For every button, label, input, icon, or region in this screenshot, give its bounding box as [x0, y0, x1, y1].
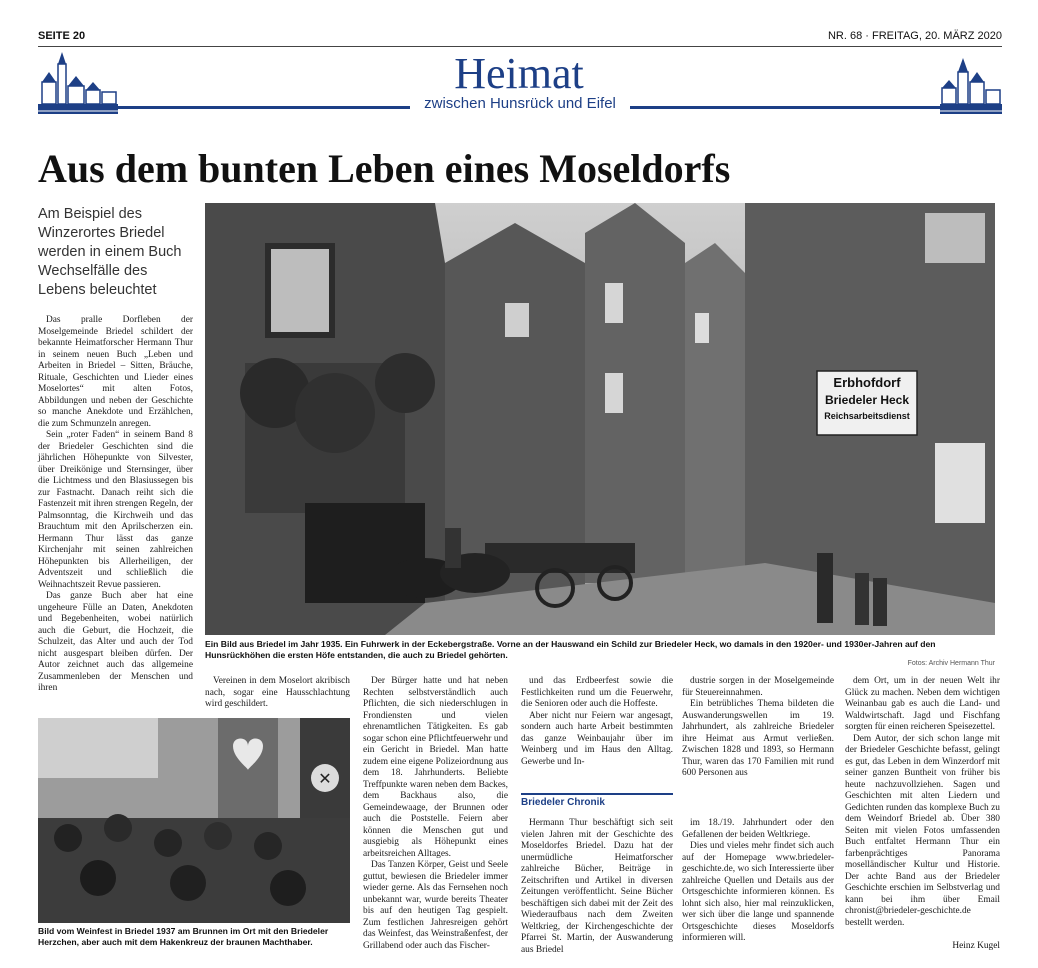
section-subtitle: zwischen Hunsrück und Eifel — [424, 95, 616, 112]
paragraph: Dies und vieles mehr findet sich auch auf der Homepage www.briedeler-geschichte.de, wo sich Interessierte über zahlreiche Quellen und Details aus der Ortsgeschichte informieren können. Es lohnt sich also, hier mal reinzuklicken, wer sich über die lange und spannende Ortsgeschichte dieses Moseldorfs informieren will. — [682, 841, 834, 943]
second-photo-caption: Bild vom Weinfest in Briedel 1937 am Brunnen im Ort mit den Briedeler Herzchen, aber auch mit dem Hakenkreuz der braunen Machthaber. — [38, 926, 329, 947]
sign-line-2: Briedeler Heck — [824, 393, 910, 407]
paragraph: Vereinen in dem Moselort akribisch nach, sogar eine Hausschlachtung wird geschildert. — [205, 676, 350, 709]
header-rule — [38, 46, 1002, 47]
article-deck: Am Beispiel des Winzerortes Briedel werden in einem Buch Wechselfälle des Lebens beleuchtet — [38, 206, 182, 298]
flag-emblem-icon: ✕ — [318, 771, 332, 788]
text-column-3 — [363, 676, 508, 952]
paragraph: Ein betrübliches Thema bildeten die Auswanderungswellen im 19. Jahrhundert, als zahlreiche Briedeler ihre Heimat aus Armut verließen. Zwischen 1828 und 1893, so Hermann Thur, waren das 170 Familien mit rund 600 Personen aus — [682, 699, 834, 778]
paragraph: dustrie sorgen in der Moselgemeinde für Steuereinnahmen. — [682, 676, 834, 698]
article-headline: Aus dem bunten Leben eines Moseldorfs — [38, 146, 731, 191]
paragraph: Das Tanzen Körper, Geist und Seele guttut, bewiesen die Briedeler immer wieder gerne. Als das Fernsehen noch unbekannt war, wurde bereits Theater bis auf den heutigen Tag gespielt. Zum festlichen Jahresreigen gehört das Weinfest, das Weinstraßenfest, der Grillabend oder auch das Fischer- — [363, 860, 508, 951]
photo-credit: Fotos: Archiv Hermann Thur — [907, 660, 995, 667]
text-column-5-bottom — [682, 818, 834, 945]
sign-line-1: Erbhofdorf — [833, 375, 901, 390]
text-column-2 — [205, 676, 350, 711]
sign-line-3: Reichsarbeitsdienst — [824, 411, 910, 421]
paragraph: Aber nicht nur Feiern war angesagt, sondern auch harte Arbeit bestimmten das ganze Weinbaujahr über im Weinberg und im Haus den Alltag. Gewerbe und In- — [521, 710, 673, 767]
chronik-heading: Briedeler Chronik — [521, 797, 605, 808]
paragraph: Der Bürger hatte und hat neben Rechten selbstverständlich auch Pflichten, die sich niederschlugen in Frondiensten und vielen ehrenamtlichen Tätigkeiten. Es gab sogar schon eine Pflichtfeuerwehr und ein Gericht in Briedel. Man hatte zudem eine eigene Polizeiordnung aus dem 18. Jahrhunderts. Beliebte Treffpunkte waren neben dem Backes, dem Backhaus also, die Gemeindewaage, der Brunnen oder auch die Poststelle. Feiern aber können die Menschen gut und ausgiebig als Höhepunkt eines arbeitsreichen Alltages. — [363, 676, 508, 859]
paragraph: und das Erdbeerfest sowie die Festlichkeiten rund um die Feuerwehr, die Senioren oder auch die Hoffeste. — [521, 676, 673, 709]
paragraph: Dem Autor, der sich schon lange mit der Briedeler Geschichte befasst, gelingt es gut, das Leben in dem Winzerdorf mit seiner ganzen Buntheit von früher bis heute nachzuvollziehen. Sagen und Geschichten mit alten Liedern und Gedichten runden das komplexe Buch zu dem Weindorf Briedel ab. Über 380 Seiten mit vielen Fotos umfassenden Buch entfaltet Hermann Thur ein farbenprächtiges Panorama moselländischer Kultur und Historie. Der achte Band aus der Briedeler Geschichte erschien im Selbstverlag und kann bei ihm über Email chronist@briedeler-geschichte.de bestellt werden. — [845, 733, 1000, 928]
text-column-5-top — [682, 676, 834, 780]
issue-date: NR. 68 · FREITAG, 20. MÄRZ 2020 — [827, 30, 1002, 42]
main-photo — [205, 203, 995, 635]
masthead-rule-right — [630, 106, 1002, 109]
paragraph: dem Ort, um in der neuen Welt ihr Glück zu machen. Neben dem wichtigen Weinanbau gab es auch die Land- und Waldwirtschaft. Jagd und Fischfang sorgten für einen reicheren Speisezettel. — [845, 676, 1000, 732]
text-column-4-bottom — [521, 818, 673, 956]
text-column-4-top — [521, 676, 673, 768]
main-photo-caption: Ein Bild aus Briedel im Jahr 1935. Ein Fuhrwerk in der Eckebergstraße. Vorne an der Hauswand ein Schild zur Briedeler Heck, wo damals in den 1920er- und 1930er-Jahren auf den Hunsrückhöhen die ersten Höfe entstanden, die auch zu Briedel gehörten. — [205, 639, 936, 660]
paragraph: Sein „roter Faden“ in seinem Band 8 der Briedeler Geschichten sind die jährlichen Höhepunkte von Silvester, über Dreikönige und Sternsinger, über die Lichtmess und den Blasiussegen bis zur Fastnacht. Danach reiht sich die Fastenzeit mit ihren strengen Regeln, der Palmsonntag, die Kirchweih und das Brauchtum mit den Aprilscherzen ein. Hermann Thur lässt das ganze Kirchenjahr mit seinen zahlreichen Höhepunkten bis Allerheiligen, der Adventszeit und schließlich die Weihnachtszeit Revue passieren. — [38, 430, 193, 590]
masthead-rule-left — [38, 106, 410, 109]
second-photo — [38, 718, 350, 923]
paragraph: Hermann Thur beschäftigt sich seit vielen Jahren mit der Geschichte des Moseldorfes Briedel. Dazu hat der unermüdliche Heimatforscher zahlreiche Bücher, Beiträge in Zeitschriften und Artikel in diversen Zeitungen veröffentlicht. Seine Bücher beschäftigen sich dabei mit der Zeit des Wiederaufbaus nach dem Zweiten Weltkrieg, der Kirchengeschichte der Pfarrei St. Martin, der Auswanderung aus Briedel — [521, 818, 673, 955]
paragraph: im 18./19. Jahrhundert oder den Gefallenen der beiden Weltkriege. — [682, 818, 834, 840]
text-column-1 — [38, 315, 193, 695]
section-title: Heimat — [454, 49, 584, 98]
paragraph: Das pralle Dorfleben der Moselgemeinde Briedel schildert der bekannte Heimatforscher Hermann Thur in seinem neuen Buch „Leben und Arbeiten in Briedel – Sitten, Bräuche, Rituale, Geschichten und Lieder eines Moselortes“ mit alten Fotos, Abbildungen und neben der Geschichte so manche Anekdote und Erzählchen, die zum Schmunzeln anregen. — [38, 315, 193, 429]
text-column-6 — [845, 676, 1000, 929]
author-name: Heinz Kugel — [952, 941, 1000, 951]
page-number: SEITE 20 — [38, 30, 86, 42]
paragraph: Das ganze Buch aber hat eine ungeheure Fülle an Daten, Anekdoten und Begebenheiten, wobei natürlich auch die Geburt, die Hochzeit, die Schulzeit, das Alter und auch der Tod nicht ausgespart bleiben dürfen. Der Autor zeichnet auch das allgemeine Zusammenleben der Menschen und ihren — [38, 591, 193, 693]
